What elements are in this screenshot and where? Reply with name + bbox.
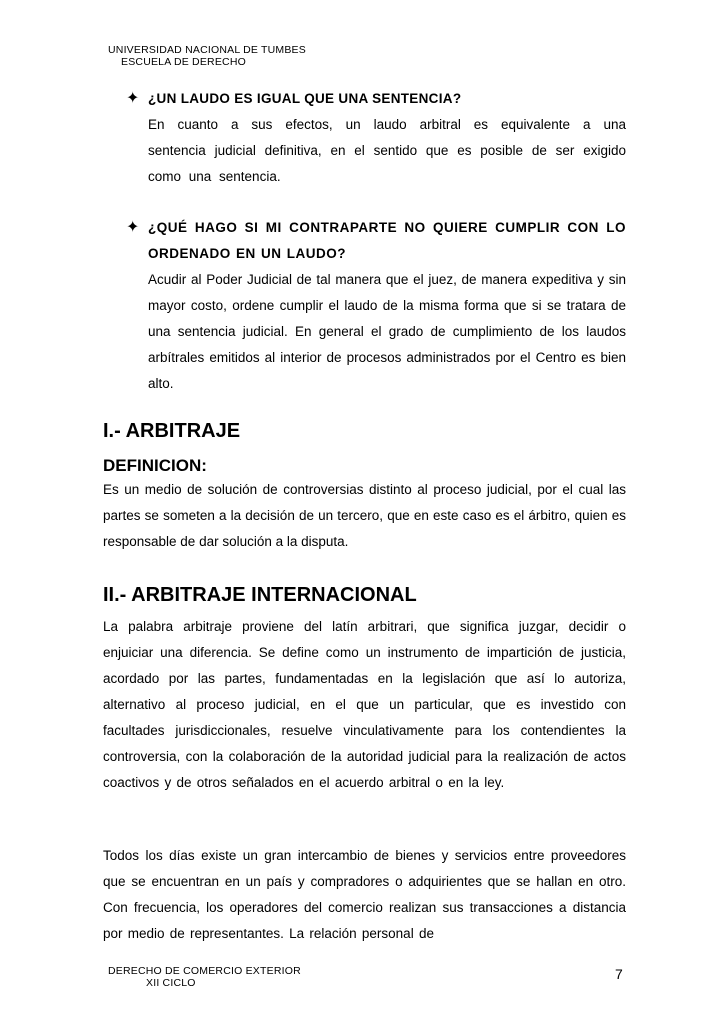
footer-course: DERECHO DE COMERCIO EXTERIOR [108,965,301,977]
section-subtitle: DEFINICION: [103,456,207,475]
question-answer: En cuanto a sus efectos, un laudo arbitral es equivalente a una sentencia judicial definitiva, en el sentido que es posible de ser exigido como una sentencia. [148,117,626,184]
question-heading: ¿UN LAUDO ES IGUAL QUE UNA SENTENCIA? [148,91,462,106]
four-pointed-star-icon: ✦ [126,90,140,107]
section-title: I.- ARBITRAJE [103,420,241,442]
question-heading: ¿QUÉ HAGO SI MI CONTRAPARTE NO QUIERE CUMPLIR CON LO ORDENADO EN UN LAUDO? [148,220,626,261]
four-pointed-star-icon: ✦ [126,219,140,236]
page-number: 7 [615,966,623,982]
section-title: II.- ARBITRAJE INTERNACIONAL [103,584,417,606]
header-university: UNIVERSIDAD NACIONAL DE TUMBES [108,44,306,56]
question-answer: Acudir al Poder Judicial de tal manera que el juez, de manera expeditiva y sin mayor costo, ordene cumplir el laudo de la misma forma que si se tratara de una sentencia judicial. En general el grado de cumplimiento de los laudos arbítrales emitidos al interior de procesos administrados por el Centro es bien alto. [148,272,626,391]
body-paragraph: Todos los días existe un gran intercambio de bienes y servicios entre proveedores que se encuentran en un país y compradores o adquirientes que se hallan en otro. Con frecuencia, los operadores del comercio realizan sus transacciones a distancia por medio de representantes. La relación personal de [103,848,626,941]
header-school: ESCUELA DE DERECHO [121,56,246,68]
body-paragraph: La palabra arbitraje proviene del latín arbitrari, que significa juzgar, decidir o enjuiciar una diferencia. Se define como un instrumento de impartición de justicia, acordado por las partes, fundamentadas en la legislación que así lo autoriza, alternativo al proceso judicial, en el que un particular, que es investido con facultades jurisdiccionales, resuelve vinculativamente para los contendientes la controversia, con la colaboración de la autoridad judicial para la realización de actos coactivos y de otros señalados en el acuerdo arbitral o en la ley. [103,619,626,790]
question-block-1 [126,86,626,190]
footer-cycle: XII CICLO [146,977,196,989]
question-block-2 [126,215,626,397]
definition-paragraph: Es un medio de solución de controversias distinto al proceso judicial, por el cual las partes se someten a la decisión de un tercero, que en este caso es el árbitro, quien es responsable de dar solución a la disputa. [103,482,626,549]
